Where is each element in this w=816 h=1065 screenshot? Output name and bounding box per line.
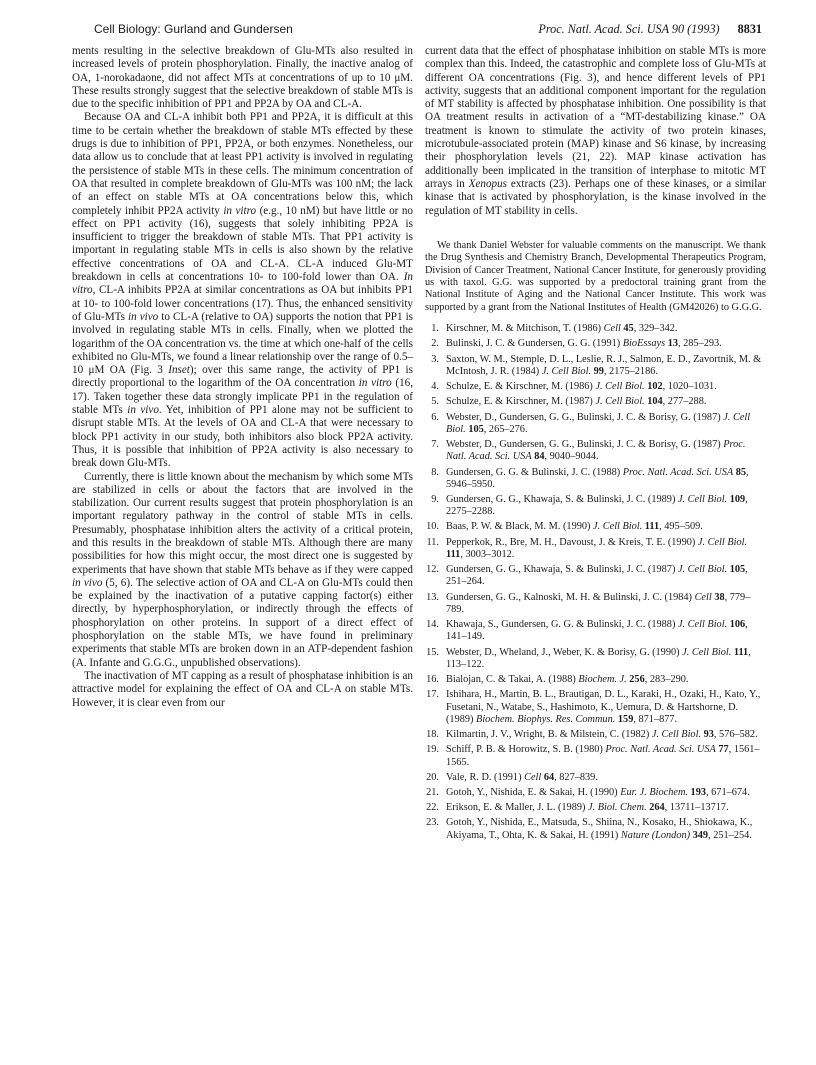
reference-authors: Bulinski, J. C. & Gundersen, G. G. (1991) xyxy=(446,338,623,350)
reference-authors: Saxton, W. M., Stemple, D. L., Leslie, R. J., Salmon, E. D., Zavortnik, M. & McIntosh, J. R. (1984) xyxy=(446,353,762,377)
reference-volume: 109 xyxy=(729,493,746,505)
reference-journal: J. Cell Biol. xyxy=(593,521,643,533)
reference-authors: Ishihara, H., Martin, B. L., Brautigan, D. L., Karaki, H., Ozaki, H., Kato, Y., Fusetani, N., Watabe, S., Hashimoto, K., Uemura, D. & Hartshorne, D. (1989) xyxy=(446,689,761,725)
reference-number: 18. xyxy=(426,729,439,741)
reference-authors: Erikson, E. & Maller, J. L. (1989) xyxy=(446,802,589,814)
reference-pages: , 5946–5950. xyxy=(446,466,749,490)
reference-number: 6. xyxy=(431,411,439,423)
reference-authors: Gundersen, G. G. & Bulinski, J. C. (1988) xyxy=(446,466,623,478)
reference-volume: 45 xyxy=(623,323,634,335)
reference-item xyxy=(425,744,766,769)
reference-number: 3. xyxy=(431,353,439,365)
reference-item xyxy=(425,354,766,379)
left-column xyxy=(72,45,413,710)
reference-volume: 159 xyxy=(617,713,634,725)
reference-item xyxy=(425,817,766,842)
reference-pages: , 285–293. xyxy=(677,338,722,350)
reference-journal: Nature (London) xyxy=(620,829,691,841)
reference-item xyxy=(425,521,766,533)
reference-journal: Proc. Natl. Acad. Sci. USA xyxy=(622,466,734,478)
reference-pages: , 329–342. xyxy=(633,323,678,335)
reference-journal: J. Cell Biol. xyxy=(446,411,751,435)
reference-pages: , 113–122. xyxy=(446,646,751,670)
paragraph: Because OA and CL-A inhibit both PP1 and PP2A, it is difficult at this time to be certain whether the breakdown of stable MTs effected by these drugs is due to inhibition of PP1, PP2A, or both enzymes. Nonetheless, our data allow us to conclude that at least PP1 activity is involved in regulating the persistence of stable MTs in these cells. The minimum concentration of OA that resulted in complete breakdown of Glu-MTs was 100 nM; the lack of an effect on stable MTs at OA concentrations below this, which completely inhibit PP2A activity in vitro (e.g., 10 nM) but have little or no effect on PP1 activity (16), suggests that solely inhibiting PP2A is insufficient to trigger the breakdown of stable MTs. That PP1 activity is important in regulating stable MTs in cells is also shown by the relative effective concentrations of OA and CL-A. CL-A induced Glu-MT breakdown in cells at concentrations 10- to 100-fold lower than OA. In vitro, CL-A inhibits PP2A at similar concentrations as OA but inhibits PP1 at 10- to 100-fold lower concentrations (17). Thus, the enhanced sensitivity of Glu-MTs in vivo to CL-A (relative to OA) supports the notion that PP1 is involved in regulating stable MTs in cells. Finally, when we plotted the logarithm of the OA concentration vs. the time at which one-half of the cells exhibited no Glu-MTs, we found a linear relationship over the range of 0.5–10 μM OA (Fig. 3 Inset); over this same range, the activity of PP1 is directly proportional to the logarithm of the OA concentration in vitro (16, 17). Taken together these data strongly implicate PP1 in the regulation of stable MTs in vivo. Yet, inhibition of PP1 alone may not be sufficient to disrupt stable MTs. At the levels of OA and CL-A that were necessary to block PP1 activity in our study, both inhibitors also block PP2A activity. Thus, it is possible that inhibition of PP2A activity is also necessary to break down Glu-MTs. xyxy=(72,111,414,470)
reference-pages: , 277–288. xyxy=(662,396,707,408)
acknowledgment: We thank Daniel Webster for valuable comments on the manuscript. We thank the Drug Synthesis and Chemistry Branch, Developmental Therapeutics Program, Division of Cancer Treatment, National Cancer Institute, for generously providing us with taxol. G.G. was supported by a predoctoral training grant from the National Institute of Aging and the National Cancer Institute. This work was supported by a grant from the National Institutes of Health (GM42026) to G.G.G. xyxy=(425,239,766,313)
reference-volume: 193 xyxy=(690,786,706,798)
reference-number: 20. xyxy=(426,771,439,783)
paragraph: Currently, there is little known about the mechanism by which some MTs are stabilized in cells or about the factors that are involved in the stabilization. Our current results suggest that protein phosphorylation is an important regulatory pathway in the control of stable MTs in cells. Presumably, phosphatase inhibition alters the activity of a critical protein, and this results in the breakdown of stable MTs. Although there are many possibilities for how this might occur, the most direct one is suggested by experiments that have shown that stable MTs behave as if they were capped in vivo (5, 6). The selective action of OA and CL-A on Glu-MTs could then be explained by the inactivation of a putative capping factor(s) either directly, by hyperphosphorylation, or indirectly through the effects of phosphorylation on other proteins. In support of a direct effect of phosphorylation on the stable MTs, we have found in preliminary experiments that stable MTs are broken down in an ATP-dependent fashion (A. Infante and G.G.G., unpublished observations). xyxy=(72,470,413,669)
header-journal: Proc. Natl. Acad. Sci. USA 90 (1993) xyxy=(538,22,720,36)
reference-authors: Khawaja, S., Gundersen, G. G. & Bulinski, J. C. (1988) xyxy=(446,619,678,631)
reference-item xyxy=(425,729,766,741)
reference-journal: J. Cell Biol. xyxy=(541,365,592,377)
reference-number: 22. xyxy=(426,802,439,814)
reference-journal: J. Cell Biol. xyxy=(651,729,702,741)
reference-authors: Gundersen, G. G., Kalnoski, M. H. & Bulinski, J. C. (1984) xyxy=(446,591,695,603)
reference-authors: Gundersen, G. G., Khawaja, S. & Bulinski, J. C. (1989) xyxy=(446,493,678,505)
reference-item xyxy=(425,619,766,644)
reference-authors: Vale, R. D. (1991) xyxy=(446,771,525,783)
reference-pages: , 13711–13717. xyxy=(664,802,729,814)
reference-journal: Proc. Natl. Acad. Sci. USA xyxy=(605,744,716,756)
reference-item xyxy=(425,564,766,589)
reference-item xyxy=(425,537,766,562)
reference-authors: Webster, D., Gundersen, G. G., Bulinski, J. C. & Borisy, G. (1987) xyxy=(446,411,724,423)
reference-authors: Schiff, P. B. & Horowitz, S. B. (1980) xyxy=(446,744,606,756)
reference-journal: J. Cell Biol. xyxy=(697,536,748,548)
reference-pages: , 871–877. xyxy=(633,713,678,725)
reference-volume: 77 xyxy=(718,744,729,756)
reference-pages: , 671–674. xyxy=(706,786,750,798)
reference-item xyxy=(425,772,766,784)
reference-list xyxy=(425,323,766,842)
reference-authors: Baas, P. W. & Black, M. M. (1990) xyxy=(446,521,594,533)
reference-item xyxy=(425,647,766,672)
right-column xyxy=(425,45,766,845)
reference-authors: Gotoh, Y., Nishida, E., Matsuda, S., Shiina, N., Kosako, H., Shiokawa, K., Akiyama, T., Ohta, K. & Sakai, H. (1991) xyxy=(446,817,753,841)
reference-volume: 264 xyxy=(649,802,665,814)
reference-authors: Gundersen, G. G., Khawaja, S. & Bulinski, J. C. (1987) xyxy=(446,564,678,576)
reference-journal: BioEssays xyxy=(622,338,666,350)
reference-volume: 99 xyxy=(593,365,604,377)
header-section-authors: Cell Biology: Gurland and Gundersen xyxy=(94,22,293,36)
reference-volume: 38 xyxy=(714,591,725,603)
reference-number: 13. xyxy=(426,591,439,603)
reference-item xyxy=(425,802,766,814)
reference-volume: 106 xyxy=(729,619,746,631)
reference-journal: Cell xyxy=(694,591,712,603)
reference-authors: Kilmartin, J. V., Wright, B. & Milstein, C. (1982) xyxy=(446,729,652,741)
reference-number: 15. xyxy=(426,646,439,658)
reference-volume: 93 xyxy=(703,729,714,741)
reference-volume: 105 xyxy=(729,564,746,576)
reference-pages: , 2175–2186. xyxy=(603,365,658,377)
reference-journal: Cell xyxy=(603,323,621,335)
reference-journal: J. Cell Biol. xyxy=(682,646,732,658)
reference-pages: , 1020–1031. xyxy=(662,381,717,393)
reference-pages: , 141–149. xyxy=(446,619,748,643)
reference-number: 23. xyxy=(426,817,439,829)
reference-number: 10. xyxy=(426,521,439,533)
reference-item xyxy=(425,439,766,464)
header-journal-info xyxy=(538,22,762,37)
reference-number: 1. xyxy=(431,323,439,335)
reference-journal: Biochem. J. xyxy=(578,674,627,686)
reference-authors: Bialojan, C. & Takai, A. (1988) xyxy=(446,674,579,686)
reference-item xyxy=(425,338,766,350)
reference-journal: Proc. Natl. Acad. Sci. USA xyxy=(446,439,746,463)
reference-number: 14. xyxy=(426,619,439,631)
reference-volume: 111 xyxy=(733,646,749,658)
reference-item xyxy=(425,674,766,686)
reference-authors: Webster, D., Gundersen, G. G., Bulinski, J. C. & Borisy, G. (1987) xyxy=(446,439,724,451)
reference-authors: Schulze, E. & Kirschner, M. (1987) xyxy=(446,396,596,408)
reference-number: 9. xyxy=(431,493,439,505)
running-header xyxy=(94,22,762,40)
reference-volume: 102 xyxy=(647,381,663,393)
reference-volume: 84 xyxy=(534,451,545,463)
reference-number: 19. xyxy=(426,744,439,756)
reference-volume: 13 xyxy=(667,338,678,350)
reference-volume: 111 xyxy=(446,548,461,560)
reference-pages: , 827–839. xyxy=(554,771,598,783)
reference-volume: 111 xyxy=(644,521,660,533)
reference-pages: , 779–789. xyxy=(446,591,751,615)
reference-journal: J. Cell Biol. xyxy=(677,493,728,505)
reference-pages: , 576–582. xyxy=(713,729,758,741)
reference-pages: , 495–509. xyxy=(659,521,703,533)
reference-authors: Gotoh, Y., Nishida, E. & Sakai, H. (1990) xyxy=(446,786,621,798)
reference-volume: 104 xyxy=(647,396,663,408)
reference-volume: 64 xyxy=(543,771,555,783)
reference-journal: J. Cell Biol. xyxy=(595,396,645,408)
reference-number: 17. xyxy=(426,689,439,701)
reference-volume: 105 xyxy=(468,423,484,435)
paragraph: ments resulting in the selective breakdown of Glu-MTs also resulted in increased levels of protein phosphorylation. Finally, the inactive analog of OA, 1-norokadaone, did not affect MTs at concentrations of up to 10 μM. These results strongly suggest that the selective breakdown of stable MTs is due to the specific inhibition of PP1 and PP2A by OA and CL-A. xyxy=(72,45,413,111)
reference-number: 11. xyxy=(426,536,439,548)
reference-item xyxy=(425,396,766,408)
paragraph: The inactivation of MT capping as a result of phosphatase inhibition is an attractive model for explaining the effect of OA and CL-A on stable MTs. However, it is clear even from our xyxy=(72,669,413,709)
reference-volume: 85 xyxy=(735,466,747,478)
reference-item xyxy=(425,381,766,393)
reference-item xyxy=(425,592,766,617)
reference-authors: Kirschner, M. & Mitchison, T. (1986) xyxy=(446,323,604,335)
reference-number: 4. xyxy=(431,381,439,393)
reference-authors: Pepperkok, R., Bre, M. H., Davoust, J. & Kreis, T. E. (1990) xyxy=(446,536,698,548)
reference-item xyxy=(425,494,766,519)
reference-item xyxy=(425,467,766,492)
reference-authors: Webster, D., Wheland, J., Weber, K. & Borisy, G. (1990) xyxy=(446,646,683,658)
reference-number: 12. xyxy=(426,564,439,576)
reference-journal: J. Cell Biol. xyxy=(595,381,645,393)
reference-number: 7. xyxy=(431,439,439,451)
reference-volume: 256 xyxy=(629,674,645,686)
reference-item xyxy=(425,412,766,437)
reference-journal: J. Biol. Chem. xyxy=(588,802,647,814)
reference-journal: Eur. J. Biochem. xyxy=(620,786,688,798)
reference-journal: J. Cell Biol. xyxy=(677,619,728,631)
reference-item xyxy=(425,787,766,799)
reference-number: 2. xyxy=(431,338,439,350)
reference-pages: , 251–264. xyxy=(446,564,748,588)
reference-pages: , 2275–2288. xyxy=(446,493,748,518)
reference-pages: , 283–290. xyxy=(644,674,689,686)
reference-authors: Schulze, E. & Kirschner, M. (1986) xyxy=(446,381,596,393)
reference-number: 21. xyxy=(426,786,439,798)
reference-number: 16. xyxy=(426,674,439,686)
reference-journal: Cell xyxy=(524,771,542,783)
page-number: 8831 xyxy=(737,22,762,36)
reference-volume: 349 xyxy=(692,829,709,841)
reference-pages: , 265–276. xyxy=(483,423,528,435)
paragraph: current data that the effect of phosphatase inhibition on stable MTs is more complex than this. Indeed, the catastrophic and complete loss of Glu-MTs at different OA concentrations (Fig. 3), and hence different levels of PP1 activity, suggests that an additional component important for the regulation of MT stability is affected by phosphatase inhibition. One possibility is that OA treatment results in activation of a “MT-destabilizing kinase.” OA treatment is known to stimulate the activity of two protein kinases, microtubule-associated protein (MAP) kinase and S6 kinase, by increasing their phosphorylation levels (21, 22). MAP kinase activation has additionally been implicated in the transition of interphase to mitotic MT arrays in Xenopus extracts (23). Perhaps one of these kinases, or a similar kinase that is activated by phosphorylation, is the kinase involved in the regulation of MT stability in cells. xyxy=(425,45,767,217)
reference-pages: , 9040–9044. xyxy=(544,451,599,463)
reference-number: 5. xyxy=(431,396,439,408)
reference-pages: , 3003–3012. xyxy=(460,548,515,560)
reference-pages: , 1561–1565. xyxy=(446,744,760,768)
reference-journal: Biochem. Biophys. Res. Commun. xyxy=(476,713,616,725)
reference-pages: , 251–254. xyxy=(708,829,752,841)
reference-number: 8. xyxy=(431,466,439,478)
reference-journal: J. Cell Biol. xyxy=(677,564,728,576)
reference-item xyxy=(425,323,766,335)
reference-item xyxy=(425,689,766,726)
